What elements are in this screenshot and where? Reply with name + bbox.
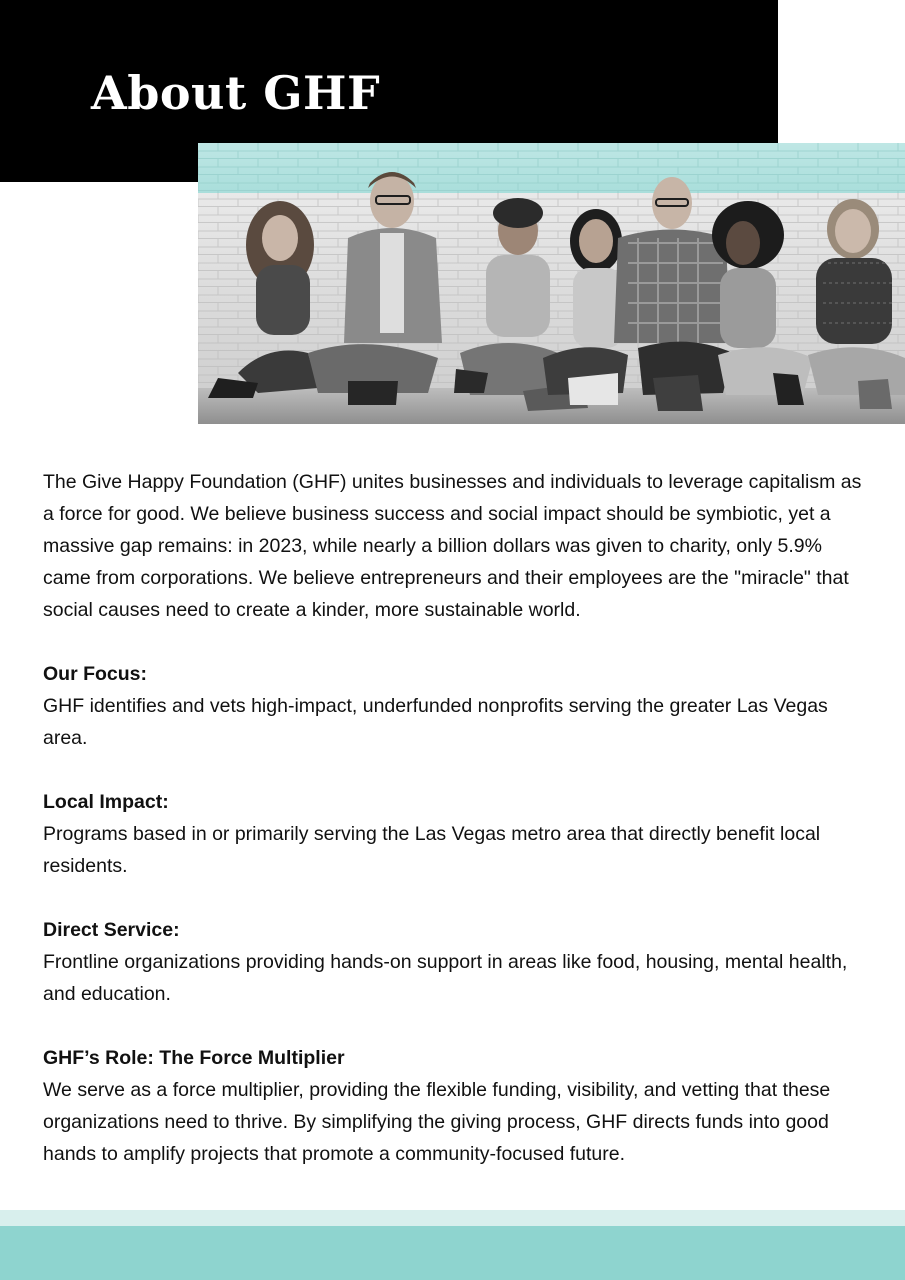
section-body: Programs based in or primarily serving the Las Vegas metro area that directly benefit local residents. [43, 823, 821, 877]
section-body: We serve as a force multiplier, providing the flexible funding, visibility, and vetting that these organizations need to thrive. By simplifying the giving process, GHF directs funds into good hands to amplify projects that promote a community-focused future. [43, 1079, 831, 1165]
about-content [43, 466, 865, 1170]
section-local-impact [43, 786, 865, 882]
section-our-focus [43, 658, 865, 754]
section-body: GHF identifies and vets high-impact, underfunded nonprofits serving the greater Las Vegas area. [43, 695, 828, 749]
footer-accent-light [0, 1210, 905, 1226]
section-heading: GHF’s Role: The Force Multiplier [43, 1047, 345, 1069]
section-body: Frontline organizations providing hands-on support in areas like food, housing, mental health, and education. [43, 951, 848, 1005]
group-photo [198, 143, 905, 424]
section-heading: Direct Service: [43, 919, 180, 941]
section-direct-service [43, 914, 865, 1010]
section-heading: Local Impact: [43, 791, 169, 813]
section-heading: Our Focus: [43, 663, 148, 685]
section-force-multiplier [43, 1042, 865, 1170]
page-title: About GHF [91, 66, 381, 120]
footer-accent-teal [0, 1226, 905, 1280]
intro-paragraph: The Give Happy Foundation (GHF) unites businesses and individuals to leverage capitalism as a force for good. We believe business success and social impact should be symbiotic, yet a massive gap remains: in 2023, while nearly a billion dollars was given to charity, only 5.9% came from corporations. We believe entrepreneurs and their employees are the "miracle" that social causes need to create a kinder, more sustainable world. [43, 471, 862, 621]
